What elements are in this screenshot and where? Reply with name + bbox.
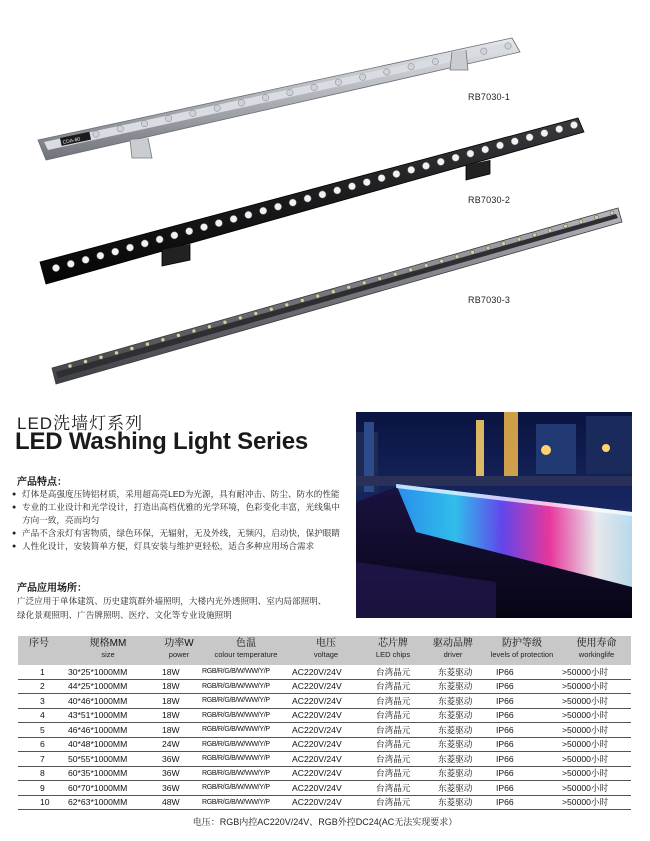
cell-power: 18W [156, 694, 202, 709]
cell-power: 36W [156, 752, 202, 767]
cell-protection: IP66 [482, 708, 562, 723]
cell-voltage: AC220V/24V [290, 708, 362, 723]
feature-item: ● 专业的工业设计和光学设计，打造出高档优雅的光学环境，色彩变化丰富，光线集中方向一致，亮而均匀 [12, 501, 347, 527]
table-row [18, 781, 631, 796]
table-row [18, 737, 631, 752]
led-dot [502, 242, 506, 246]
cell-size: 60*70*1000MM [60, 781, 156, 796]
led-dot [424, 264, 428, 268]
table-row [18, 694, 631, 709]
cell-size: 62*63*1000MM [60, 795, 156, 810]
led-dot [564, 224, 568, 228]
cell-driver: 东菱驱动 [424, 752, 482, 767]
led-dot [67, 260, 74, 267]
led-dot [422, 162, 429, 169]
led-dot [348, 183, 355, 190]
led-dot [347, 285, 351, 289]
header-driver: 驱动品牌 driver [424, 636, 482, 665]
table-header-row [18, 636, 631, 665]
led-dot [471, 250, 475, 254]
cell-size: 50*55*1000MM [60, 752, 156, 767]
table-row [18, 723, 631, 738]
cell-index: 3 [18, 694, 60, 709]
cell-colour-temp: RGB/R/G/B/W/WW/Y/P [202, 766, 290, 781]
cell-protection: IP66 [482, 723, 562, 738]
series-title-en: LED Washing Light Series [15, 428, 309, 455]
led-dot [610, 211, 614, 215]
led-dot [84, 360, 88, 364]
led-dot [556, 126, 563, 133]
cell-driver: 东菱驱动 [424, 795, 482, 810]
cell-led-chips: 台湾晶元 [362, 752, 424, 767]
cell-index: 4 [18, 708, 60, 723]
table-row [18, 679, 631, 694]
spec-table [18, 636, 631, 810]
led-dot [99, 355, 103, 359]
led-dot [482, 146, 489, 153]
led-dot [409, 268, 413, 272]
led-dot [378, 175, 385, 182]
cell-power: 18W [156, 679, 202, 694]
cell-power: 36W [156, 781, 202, 796]
led-dot [145, 342, 149, 346]
cell-voltage: AC220V/24V [290, 752, 362, 767]
applications-text [17, 594, 352, 622]
cell-driver: 东菱驱动 [424, 708, 482, 723]
led-dot [486, 246, 490, 250]
feature-item: ● 产品不含汞灯有害物质，绿色环保，无辐射，无及外线，无频闪，启动快，保护眼睛 [12, 527, 347, 540]
cell-led-chips: 台湾晶元 [362, 795, 424, 810]
led-dot [440, 259, 444, 263]
header-size: 规格MM size [60, 636, 156, 665]
led-dot [166, 115, 172, 121]
led-dot [432, 58, 438, 64]
model-label-2: RB7030-2 [468, 195, 511, 205]
led-dot [115, 351, 119, 355]
cell-working-life: >50000小时 [562, 665, 631, 679]
features-list [12, 488, 347, 553]
header-working-life: 使用寿命 workinglife [562, 636, 631, 665]
table-row [18, 752, 631, 767]
cell-protection: IP66 [482, 679, 562, 694]
model-label-3: RB7030-3 [468, 295, 511, 305]
cell-protection: IP66 [482, 752, 562, 767]
cell-size: 40*48*1000MM [60, 737, 156, 752]
led-dot [505, 43, 511, 49]
footer-note: 电压：RGB内控AC220V/24V、RGB外控DC24(AC无法实现要求） [192, 817, 458, 827]
cell-size: 30*25*1000MM [60, 665, 156, 679]
model-label-1: RB7030-1 [468, 92, 511, 102]
cell-protection: IP66 [482, 737, 562, 752]
cell-led-chips: 台湾晶元 [362, 665, 424, 679]
led-dot [126, 244, 133, 251]
led-dot [481, 48, 487, 54]
led-dot [223, 320, 227, 324]
led-dot [82, 256, 89, 263]
led-dot [363, 179, 370, 186]
cell-led-chips: 台湾晶元 [362, 694, 424, 709]
cell-working-life: >50000小时 [562, 708, 631, 723]
table-row [18, 766, 631, 781]
series-title-cn: LED洗墙灯系列 [17, 414, 144, 433]
cell-colour-temp: RGB/R/G/B/W/WW/Y/P [202, 694, 290, 709]
led-dot [289, 199, 296, 206]
cell-index: 8 [18, 766, 60, 781]
cell-size: 43*51*1000MM [60, 708, 156, 723]
cell-voltage: AC220V/24V [290, 781, 362, 796]
cell-colour-temp: RGB/R/G/B/W/WW/Y/P [202, 679, 290, 694]
led-dot [579, 220, 583, 224]
cell-colour-temp: RGB/R/G/B/W/WW/Y/P [202, 723, 290, 738]
cell-index: 2 [18, 679, 60, 694]
cell-colour-temp: RGB/R/G/B/W/WW/Y/P [202, 665, 290, 679]
spec-table-body [18, 665, 631, 810]
table-row [18, 708, 631, 723]
led-dot [161, 338, 165, 342]
cell-working-life: >50000小时 [562, 795, 631, 810]
led-dot [384, 69, 390, 75]
cell-colour-temp: RGB/R/G/B/W/WW/Y/P [202, 795, 290, 810]
cell-led-chips: 台湾晶元 [362, 708, 424, 723]
product-bar-rb7030-3 [52, 208, 622, 384]
cell-working-life: >50000小时 [562, 737, 631, 752]
header-voltage: 电压 voltage [290, 636, 362, 665]
led-dot [176, 333, 180, 337]
led-dot [254, 312, 258, 316]
cell-index: 10 [18, 795, 60, 810]
cell-index: 7 [18, 752, 60, 767]
cell-index: 5 [18, 723, 60, 738]
led-dot [230, 215, 237, 222]
led-dot [192, 329, 196, 333]
led-dot [359, 74, 365, 80]
led-dot [262, 95, 268, 101]
led-dot [408, 63, 414, 69]
led-dot [68, 364, 72, 368]
led-dot [378, 277, 382, 281]
led-dot [455, 255, 459, 259]
cell-driver: 东菱驱动 [424, 723, 482, 738]
cell-working-life: >50000小时 [562, 752, 631, 767]
cell-index: 9 [18, 781, 60, 796]
cell-colour-temp: RGB/R/G/B/W/WW/Y/P [202, 781, 290, 796]
cell-voltage: AC220V/24V [290, 694, 362, 709]
cell-power: 18W [156, 708, 202, 723]
cell-voltage: AC220V/24V [290, 723, 362, 738]
header-index: 序号 [18, 636, 60, 665]
cell-working-life: >50000小时 [562, 766, 631, 781]
led-dot [335, 79, 341, 85]
applications-line: 绿化景观照明、广告牌照明、医疗、文化等专业设施照明 [17, 610, 232, 620]
cell-size: 46*46*1000MM [60, 723, 156, 738]
led-dot [334, 187, 341, 194]
cell-working-life: >50000小时 [562, 679, 631, 694]
cell-driver: 东菱驱动 [424, 766, 482, 781]
led-dot [97, 252, 104, 259]
led-dot [214, 105, 220, 111]
led-dot [467, 150, 474, 157]
led-dot [141, 240, 148, 247]
cell-colour-temp: RGB/R/G/B/W/WW/Y/P [202, 752, 290, 767]
led-dot [533, 233, 537, 237]
cell-power: 36W [156, 766, 202, 781]
led-dot [393, 170, 400, 177]
led-dot [517, 237, 521, 241]
cell-colour-temp: RGB/R/G/B/W/WW/Y/P [202, 737, 290, 752]
led-dot [304, 195, 311, 202]
cell-voltage: AC220V/24V [290, 665, 362, 679]
led-dot [595, 215, 599, 219]
led-dot [260, 207, 267, 214]
cell-voltage: AC220V/24V [290, 679, 362, 694]
cell-working-life: >50000小时 [562, 694, 631, 709]
cell-voltage: AC220V/24V [290, 795, 362, 810]
cell-driver: 东菱驱动 [424, 665, 482, 679]
led-dot [130, 347, 134, 351]
cell-working-life: >50000小时 [562, 723, 631, 738]
header-led-chips: 芯片牌 LED chips [362, 636, 424, 665]
feature-item: ● 人性化设计，安装简单方便，灯具安装与维护更轻松，适合多种应用场合需求 [12, 540, 347, 553]
led-dot [319, 191, 326, 198]
led-dot [238, 316, 242, 320]
led-dot [408, 166, 415, 173]
cell-driver: 东菱驱动 [424, 737, 482, 752]
cell-protection: IP66 [482, 694, 562, 709]
header-protection: 防护等级 levels of protection [482, 636, 562, 665]
led-dot [156, 236, 163, 243]
cell-led-chips: 台湾晶元 [362, 766, 424, 781]
led-dot [186, 228, 193, 235]
cell-voltage: AC220V/24V [290, 766, 362, 781]
applications-line: 广泛应用于单体建筑、历史建筑群外墙照明，大楼内光外透照明、室内局部照明、 [17, 596, 327, 606]
cell-power: 24W [156, 737, 202, 752]
led-dot [316, 294, 320, 298]
header-colour-temp: 色温 colour temperature [202, 636, 290, 665]
led-dot [238, 100, 244, 106]
led-dot [245, 211, 252, 218]
led-dot [52, 264, 59, 271]
led-dot [362, 281, 366, 285]
led-dot [207, 325, 211, 329]
cell-index: 6 [18, 737, 60, 752]
cell-working-life: >50000小时 [562, 781, 631, 796]
cell-protection: IP66 [482, 781, 562, 796]
cell-led-chips: 台湾晶元 [362, 781, 424, 796]
led-dot [200, 224, 207, 231]
cell-driver: 东菱驱动 [424, 694, 482, 709]
application-photo [356, 412, 632, 618]
applications-heading: 产品应用场所： [17, 583, 87, 594]
cell-protection: IP66 [482, 766, 562, 781]
led-dot [285, 303, 289, 307]
cell-led-chips: 台湾晶元 [362, 679, 424, 694]
brand-logo: CDA-60 [62, 136, 81, 146]
cell-index: 1 [18, 665, 60, 679]
led-dot [452, 154, 459, 161]
cell-led-chips: 台湾晶元 [362, 723, 424, 738]
led-dot [112, 248, 119, 255]
led-dot [548, 229, 552, 233]
feature-item: ● 灯体是高强度压铸铝材质，采用超高亮LED为光源，具有耐冲击、防尘、防水的性能 [12, 488, 347, 501]
led-dot [190, 110, 196, 116]
cell-protection: IP66 [482, 665, 562, 679]
cell-power: 18W [156, 723, 202, 738]
cell-power: 18W [156, 665, 202, 679]
led-dot [496, 142, 503, 149]
led-dot [437, 158, 444, 165]
table-row [18, 795, 631, 810]
header-power: 功率W power [156, 636, 202, 665]
led-dot [141, 120, 147, 126]
cell-led-chips: 台湾晶元 [362, 737, 424, 752]
cell-size: 40*46*1000MM [60, 694, 156, 709]
cell-voltage: AC220V/24V [290, 737, 362, 752]
led-dot [287, 89, 293, 95]
led-dot [541, 130, 548, 137]
cell-size: 44*25*1000MM [60, 679, 156, 694]
cell-driver: 东菱驱动 [424, 781, 482, 796]
led-dot [300, 298, 304, 302]
cell-colour-temp: RGB/R/G/B/W/WW/Y/P [202, 708, 290, 723]
led-dot [171, 232, 178, 239]
led-dot [526, 134, 533, 141]
led-dot [331, 290, 335, 294]
led-dot [570, 121, 577, 128]
led-dot [511, 138, 518, 145]
led-dot [274, 203, 281, 210]
led-dot [311, 84, 317, 90]
cell-power: 48W [156, 795, 202, 810]
led-dot [117, 126, 123, 132]
led-dot [269, 307, 273, 311]
cell-size: 60*35*1000MM [60, 766, 156, 781]
led-dot [215, 220, 222, 227]
features-heading: 产品特点： [17, 477, 67, 488]
table-row [18, 665, 631, 679]
led-dot [93, 131, 99, 137]
cell-protection: IP66 [482, 795, 562, 810]
led-dot [393, 272, 397, 276]
product-images [0, 0, 650, 400]
product-bar-rb7030-1 [38, 38, 520, 160]
cell-driver: 东菱驱动 [424, 679, 482, 694]
